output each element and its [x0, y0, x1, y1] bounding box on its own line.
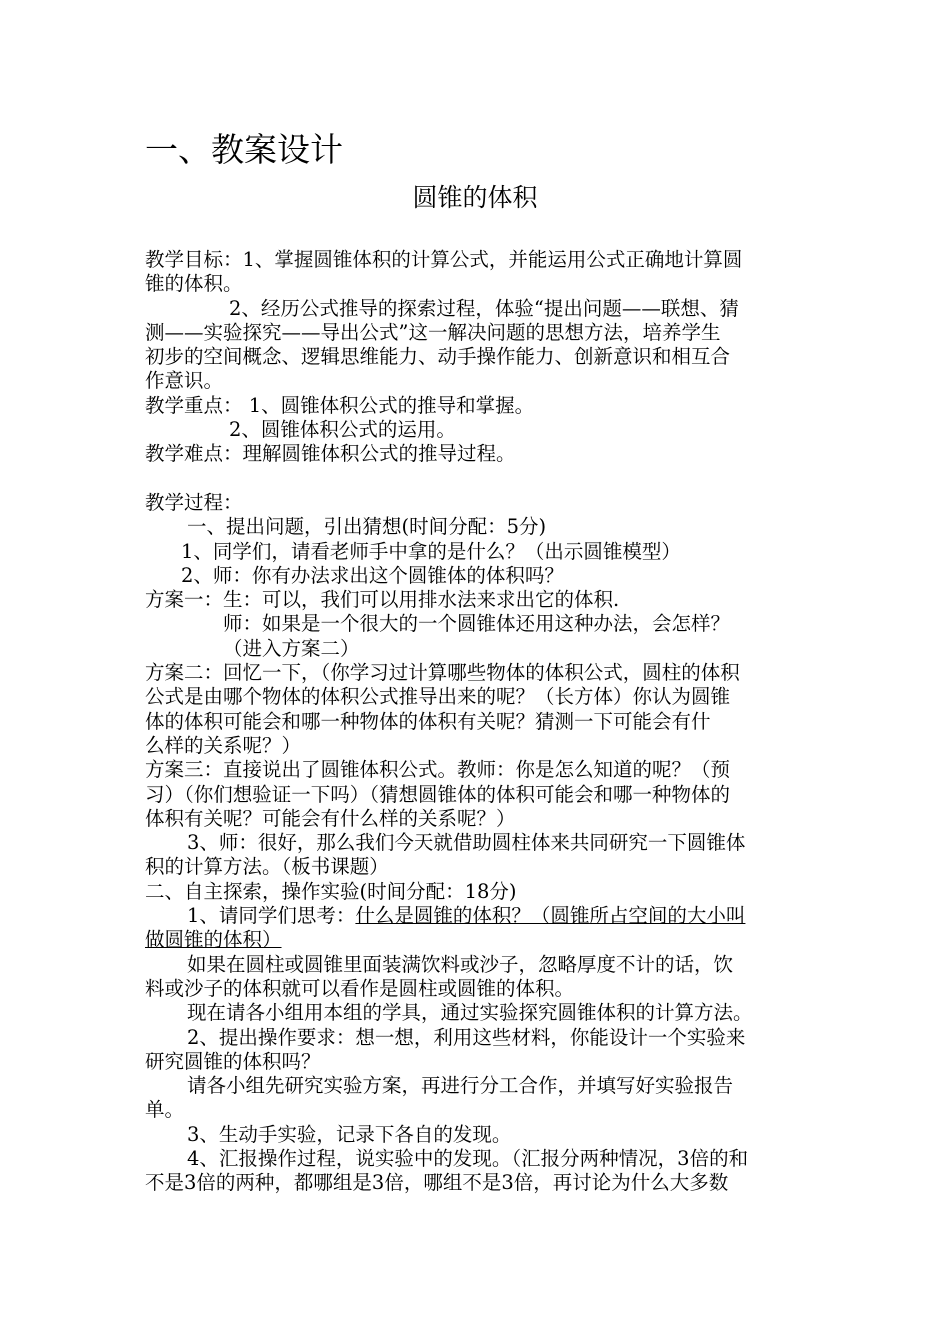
- paragraph-line: 教学过程：: [145, 490, 243, 514]
- document-body: [145, 248, 810, 1196]
- blank-line: [145, 467, 810, 491]
- paragraph-line: 教学重点： 1、圆锥体积公式的推导和掌握。: [145, 393, 535, 417]
- paragraph-line: 方案一：生：可以，我们可以用排水法来求出它的体积.: [145, 588, 620, 612]
- paragraph-line: 2、师：你有办法求出这个圆锥体的体积吗？: [181, 563, 564, 587]
- section-heading: 一、教案设计: [145, 130, 343, 169]
- paragraph-line: 不是3倍的两种，都哪组是3倍，哪组不是3倍，再讨论为什么大多数: [145, 1171, 729, 1195]
- paragraph-line: 料或沙子的体积就可以看作是圆柱或圆锥的体积。: [145, 976, 575, 1000]
- paragraph-line: 作意识。: [145, 369, 224, 393]
- paragraph-line: 锥的体积。: [145, 272, 243, 296]
- paragraph-line: 1、同学们，请看老师手中拿的是什么？（出示圆锥模型）: [181, 539, 681, 563]
- underlined-definition: 做圆锥的体积）: [145, 928, 282, 952]
- paragraph-line: 习）（你们想验证一下吗）（猜想圆锥体的体积可能会和哪一种物体的: [145, 782, 731, 806]
- paragraph-line: [145, 928, 810, 952]
- paragraph-line: 师：如果是一个很大的一个圆锥体还用这种办法，会怎样？: [223, 612, 731, 636]
- paragraph-line: 2、经历公式推导的探索过程，体验“提出问题——联想、猜: [229, 296, 739, 320]
- paragraph-line: 如果在圆柱或圆锥里面装满饮料或沙子，忽略厚度不计的话，饮: [187, 952, 734, 976]
- paragraph-line: （进入方案二）: [223, 636, 360, 660]
- paragraph-line: 研究圆锥的体积吗？: [145, 1049, 321, 1073]
- paragraph-line: 2、提出操作要求：想一想，利用这些材料，你能设计一个实验来: [187, 1025, 746, 1049]
- paragraph-line: 方案二：回忆一下，（你学习过计算哪些物体的体积公式，圆柱的体积: [145, 661, 740, 685]
- paragraph-line: 二、自主探索，操作实验(时间分配：18分): [145, 879, 517, 903]
- paragraph-line: 积的计算方法。（板书课题）: [145, 855, 389, 879]
- paragraph-line: 4、汇报操作过程，说实验中的发现。（汇报分两种情况，3倍的和: [187, 1146, 749, 1170]
- paragraph-line: 教学难点：理解圆锥体积公式的推导过程。: [145, 442, 516, 466]
- paragraph-line: 一、提出问题，引出猜想(时间分配：5分): [187, 515, 547, 539]
- paragraph-line: 么样的关系呢？）: [145, 733, 302, 757]
- paragraph-line: 体的体积可能会和哪一种物体的体积有关呢？猜测一下可能会有什: [145, 709, 711, 733]
- paragraph-line: 方案三：直接说出了圆锥体积公式。教师：你是怎么知道的呢？（预: [145, 758, 731, 782]
- question-prefix: 1、请同学们思考：: [187, 904, 356, 928]
- paragraph-line: 公式是由哪个物体的体积公式推导出来的呢？（长方体）你认为圆锥: [145, 685, 731, 709]
- paragraph-line: 3、生动手实验，记录下各自的发现。: [187, 1122, 512, 1146]
- paragraph-line: 请各小组先研究实验方案，再进行分工合作，并填写好实验报告: [187, 1074, 734, 1098]
- paragraph-line: 3、师：很好，那么我们今天就借助圆柱体来共同研究一下圆锥体: [187, 831, 746, 855]
- paragraph-line: 教学目标：1、掌握圆锥体积的计算公式，并能运用公式正确地计算圆: [145, 248, 743, 271]
- paragraph-line: [145, 904, 810, 928]
- underlined-definition: 什么是圆锥的体积？（圆锥所占空间的大小叫: [355, 904, 746, 928]
- paragraph-line: 单。: [145, 1098, 185, 1122]
- paragraph-line: 体积有关呢？可能会有什么样的关系呢？）: [145, 806, 516, 830]
- document-title: 圆锥的体积: [412, 183, 538, 212]
- paragraph-line: 测——实验探究——导出公式”这一解决问题的思想方法，培养学生: [145, 320, 721, 344]
- paragraph-line: 初步的空间概念、逻辑思维能力、动手操作能力、创新意识和相互合: [145, 345, 731, 369]
- paragraph-line: 2、圆锥体积公式的运用。: [229, 418, 456, 442]
- paragraph-line: 现在请各小组用本组的学具，通过实验探究圆锥体积的计算方法。: [187, 1001, 753, 1025]
